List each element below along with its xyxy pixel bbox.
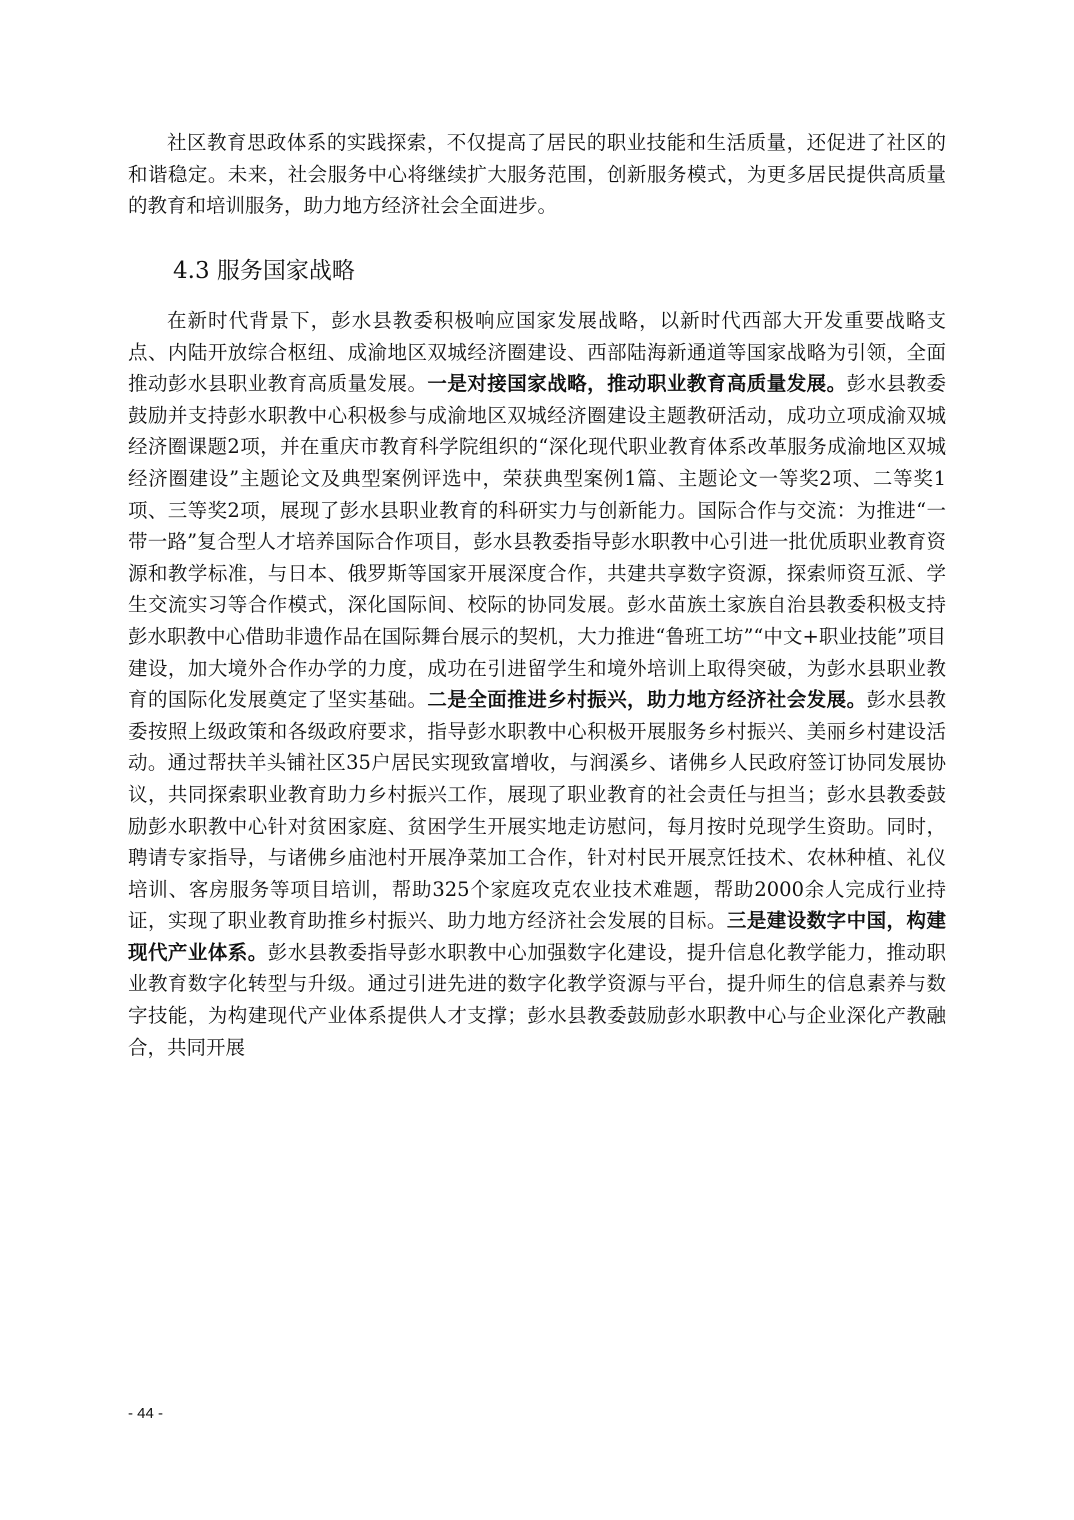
- point2-title: 二是全面推进乡村振兴，助力地方经济社会发展。: [427, 688, 867, 712]
- paragraph-opening: 在新时代背景下，彭水县教委积极响应国家发展战略，以新时代西部大开发重要战略支点、内陆开放综合枢纽、成渝地区双城经济圈建设、西部陆海新通道等国家战略为引领，全面推动彭水县职业教育高质量发展。: [128, 309, 946, 396]
- point1-body: 彭水县教委鼓励并支持彭水职教中心积极参与成渝地区双城经济圈建设主题教研活动，成功立项成渝双城经济圈课题2项，并在重庆市教育科学院组织的“深化现代职业教育体系改革服务成渝地区双城经济圈建设”主题论文及典型案例评选中，荣获典型案例1篇、主题论文一等奖2项、二等奖1项、三等奖2项，展现了彭水县职业教育的科研实力与创新能力。国际合作与交流：为推进“一带一路”复合型人才培养国际合作项目，彭水县教委指导彭水职教中心引进一批优质职业教育资源和教学标准，与日本、俄罗斯等国家开展深度合作，共建共享数字资源，探索师资互派、学生交流实习等合作模式，深化国际间、校际的协同发展。彭水苗族土家族自治县教委积极支持彭水职教中心借助非遗作品在国际舞台展示的契机，大力推进“鲁班工坊”“中文+职业技能”项目建设，加大境外合作办学的力度，成功在引进留学生和境外培训上取得突破，为彭水县职业教育的国际化发展奠定了坚实基础。: [128, 372, 946, 712]
- main-paragraph: [128, 305, 946, 1063]
- section-heading: 4.3 服务国家战略: [173, 258, 355, 284]
- point3-title: 三是建设数字中国，构建现代产业体系。: [128, 909, 946, 964]
- point3-body: 彭水县教委指导彭水职教中心加强数字化建设，提升信息化教学能力，推动职业教育数字化转型与升级。通过引进先进的数字化教学资源与平台，提升师生的信息素养与数字技能，为构建现代产业体系提供人才支撑；彭水县教委鼓励彭水职教中心与企业深化产教融合，共同开展: [128, 940, 946, 1059]
- point2-body: 彭水县教委按照上级政策和各级政府要求，指导彭水职教中心积极开展服务乡村振兴、美丽乡村建设活动。通过帮扶羊头铺社区35户居民实现致富增收，与润溪乡、诸佛乡人民政府签订协同发展协议，共同探索职业教育助力乡村振兴工作，展现了职业教育的社会责任与担当；彭水县教委鼓励彭水职教中心针对贫困家庭、贫困学生开展实地走访慰问，每月按时兑现学生资助。同时，聘请专家指导，与诸佛乡庙池村开展净菜加工合作，针对村民开展烹饪技术、农林种植、礼仪培训、客房服务等项目培训，帮助325个家庭攻克农业技术难题，帮助2000余人完成行业持证，实现了职业教育助推乡村振兴、助力地方经济社会发展的目标。: [128, 688, 946, 933]
- page-number: - 44 -: [128, 1405, 164, 1422]
- intro-paragraph: 社区教育思政体系的实践探索，不仅提高了居民的职业技能和生活质量，还促进了社区的和谐稳定。未来，社会服务中心将继续扩大服务范围，创新服务模式，为更多居民提供高质量的教育和培训服务，助力地方经济社会全面进步。: [128, 131, 946, 218]
- point1-title: 一是对接国家战略，推动职业教育高质量发展。: [427, 372, 847, 396]
